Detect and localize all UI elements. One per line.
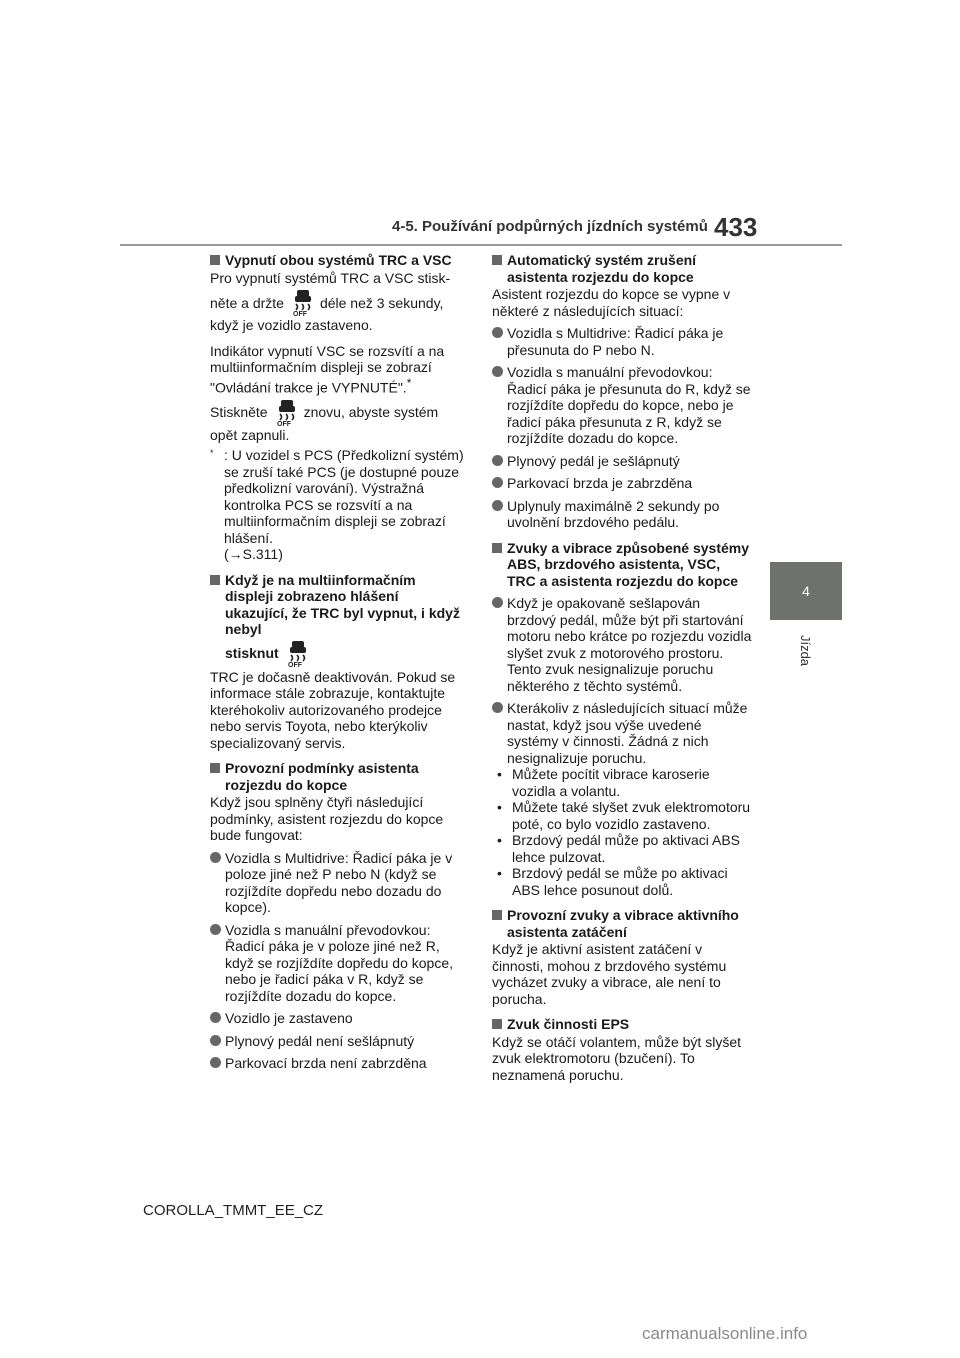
paragraph: Asistent rozjezdu do kopce se vypne v některé z následujících situací: [492, 286, 731, 319]
page-number: 433 [714, 212, 758, 242]
svg-text:OFF: OFF [276, 420, 291, 427]
list-item: Kterákoliv z následujících situací může nastat, když jsou výše uvedené systémy v činnosti. Žádná z nich nesignalizuje poruchu. [492, 700, 752, 766]
section-heading: Když je na multiinformačním displeji zobrazeno hlášení ukazující, že TRC byl vypnut, i když nebyl [210, 572, 465, 638]
section-heading: Zvuky a vibrace způsobené systémy ABS, brzdového asistenta, VSC, TRC a asistenta rozjezdu do kopce [492, 540, 752, 590]
square-bullet-icon [492, 1019, 502, 1029]
paragraph: Pro vypnutí systémů TRC a VSC stisk- [210, 269, 451, 286]
vsc-off-icon [287, 640, 309, 668]
chapter-label: Jízda [798, 634, 814, 666]
square-bullet-icon [210, 255, 220, 265]
footnote: * : U vozidel s PCS (Předkolizní systém) se zruší také PCS (je dostupné pouze předkolizní varování). Výstražná kontrolka PCS se rozsvítí a na multiinformačním displeji se zobrazí hlášení. (→S.311) [210, 447, 464, 563]
footer-model-code: COROLLA_TMMT_EE_CZ [143, 1202, 324, 1219]
circle-bullet-icon [210, 924, 221, 935]
circle-bullet-icon [492, 327, 503, 338]
svg-text:OFF: OFF [287, 661, 302, 668]
paragraph: Když jsou splněny čtyři následující podmínky, asistent rozjezdu do kopce bude fungovat: [210, 794, 444, 844]
circle-bullet-icon [492, 477, 503, 488]
list-item: Parkovací brzda je zabrzděna [492, 475, 752, 492]
paragraph: Stiskněte OFF znovu, abyste systém [210, 399, 465, 427]
svg-text:OFF: OFF [292, 311, 307, 317]
header-divider [120, 244, 842, 246]
section-heading: Provozní podmínky asistenta rozjezdu do kopce [210, 760, 465, 793]
section-title: 4-5. Používání podpůrných jízdních systémů [392, 218, 708, 235]
paragraph: Když se otáčí volantem, může být slyšet zvuk elektromotoru (bzučení). To neznamená poruchu. [492, 1033, 741, 1083]
circle-bullet-icon [492, 597, 503, 608]
sub-list-item: • Můžete také slyšet zvuk elektromotoru poté, co bylo vozidlo zastaveno. [497, 799, 751, 832]
square-bullet-icon [210, 575, 220, 585]
chapter-tab[interactable] [770, 562, 842, 620]
sub-list-item: • Můžete pocítit vibrace karoserie vozidla a volantu. [497, 766, 710, 799]
left-column [210, 252, 465, 1072]
list-item: Vozidla s manuální převodovkou: Řadicí páka je v poloze jiné než R, když se rozjíždíte dopředu do kopce, nebo je řadicí páka v R, když se rozjíždíte dozadu do kopce. [210, 922, 465, 1005]
square-bullet-icon [210, 763, 220, 773]
section-heading: Vypnutí obou systémů TRC a VSC [210, 252, 465, 269]
list-item: Plynový pedál není sešlápnutý [210, 1033, 465, 1050]
paragraph: TRC je dočasně deaktivován. Pokud se informace stále zobrazuje, kontaktujte kteréhokoliv autorizovaného prodejce nebo servis Toyota, nebo kterýkoliv specializovaný servis. [210, 668, 456, 751]
section-heading: Zvuk činnosti EPS [492, 1016, 752, 1033]
list-item: Vozidlo je zastaveno [210, 1010, 465, 1027]
sub-list-item: • Brzdový pedál může po aktivaci ABS lehce pulzovat. [497, 832, 741, 865]
circle-bullet-icon [492, 455, 503, 466]
circle-bullet-icon [210, 852, 221, 863]
page-reference-link[interactable]: (→S.311) [224, 546, 283, 563]
circle-bullet-icon [210, 1057, 221, 1068]
vsc-off-icon [292, 289, 314, 317]
square-bullet-icon [492, 910, 502, 920]
circle-bullet-icon [492, 366, 503, 377]
sub-list-item: • Brzdový pedál se může po aktivaci ABS lehce posunout dolů. [497, 865, 728, 898]
paragraph: když je vozidlo zastaveno. [210, 317, 373, 333]
paragraph: něte a držte OFF déle než 3 sekundy, [210, 289, 465, 317]
list-item: Parkovací brzda není zabrzděna [210, 1055, 465, 1072]
list-item: Vozidla s manuální převodovkou: Řadicí páka je přesunuta do R, když se rozjíždíte dopředu do kopce, nebo je řadicí páka přesunuta z R, když se rozjíždíte dozadu do kopce. [492, 364, 752, 447]
right-column [492, 252, 752, 1083]
section-heading-cont: stisknut OFF [210, 640, 465, 668]
square-bullet-icon [492, 543, 502, 553]
watermark: carmanualsonline.info [642, 1324, 808, 1343]
list-item: Vozidla s Multidrive: Řadicí páka je v poloze jiné než P nebo N (když se rozjíždíte dopředu nebo dozadu do kopce). [210, 850, 465, 916]
paragraph: Indikátor vypnutí VSC se rozsvítí a na multiinformačním displeji se zobrazí [210, 342, 445, 375]
circle-bullet-icon [210, 1012, 221, 1023]
list-item: Plynový pedál je sešlápnutý [492, 453, 752, 470]
list-item: Když je opakovaně sešlapován brzdový pedál, může být při startování motoru nebo krátce po rozjezdu vozidla slyšet zvuk z motorového prostoru. Tento zvuk nesignalizuje poruchu některého z těchto systémů. [492, 595, 752, 694]
list-item: Uplynuly maximálně 2 sekundy po uvolnění brzdového pedálu. [492, 498, 752, 531]
circle-bullet-icon [492, 702, 503, 713]
paragraph: Když je aktivní asistent zatáčení v činnosti, mohou z brzdového systému vycházet zvuky a vibrace, ale není to porucha. [492, 941, 727, 1007]
section-heading: Provozní zvuky a vibrace aktivního asistenta zatáčení [492, 907, 752, 940]
circle-bullet-icon [210, 1035, 221, 1046]
circle-bullet-icon [492, 500, 503, 511]
chapter-number: 4 [802, 583, 810, 599]
paragraph: opět zapnuli. [210, 426, 290, 443]
section-heading: Automatický systém zrušení asistenta rozjezdu do kopce [492, 252, 752, 285]
paragraph: "Ovládání trakce je VYPNUTÉ".* [210, 376, 412, 396]
square-bullet-icon [492, 255, 502, 265]
list-item: Vozidla s Multidrive: Řadicí páka je přesunuta do P nebo N. [492, 325, 752, 358]
vsc-off-icon [276, 399, 298, 427]
